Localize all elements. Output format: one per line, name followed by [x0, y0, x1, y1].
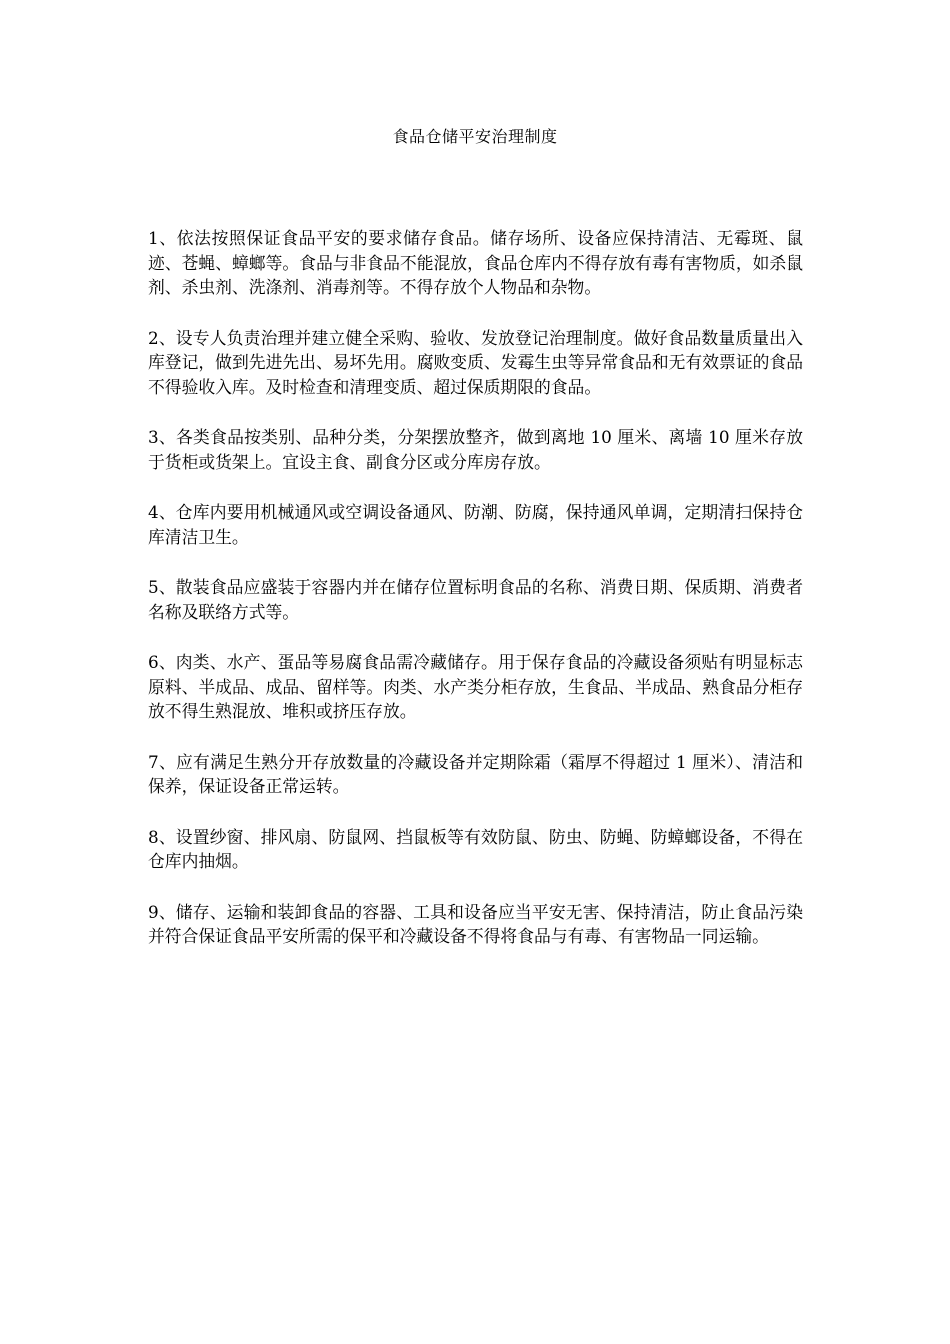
clause-6: 6、肉类、水产、蛋品等易腐食品需冷藏储存。用于保存食品的冷藏设备须贴有明显标志原料、半成品、成品、留样等。肉类、水产类分柜存放，生食品、半成品、熟食品分柜存放不得生熟混放、堆积或挤压存放。: [148, 652, 803, 721]
clause-7: 7、应有满足生熟分开存放数量的冷藏设备并定期除霜（霜厚不得超过 1 厘米）、清洁和保养，保证设备正常运转。: [148, 751, 803, 796]
document-body: [148, 226, 803, 975]
clause-2: 2、设专人负责治理并建立健全采购、验收、发放登记治理制度。做好食品数量质量出入库登记，做到先进先出、易坏先用。腐败变质、发霉生虫等异常食品和无有效票证的食品不得验收入库。及时检查和清理变质、超过保质期限的食品。: [148, 327, 803, 397]
clause-8: 8、设置纱窗、排风扇、防鼠网、挡鼠板等有效防鼠、防虫、防蝇、防蟑螂设备，不得在仓库内抽烟。: [148, 826, 803, 871]
document-title: 食品仓储平安治理制度: [392, 127, 558, 146]
clause-9: 9、储存、运输和装卸食品的容器、工具和设备应当平安无害、保持清洁，防止食品污染并符合保证食品平安所需的保平和冷藏设备不得将食品与有毒、有害物品一同运输。: [148, 901, 803, 946]
clause-5: 5、散装食品应盛装于容器内并在储存位置标明食品的名称、消费日期、保质期、消费者名称及联络方式等。: [148, 577, 803, 622]
clause-1: 1、依法按照保证食品平安的要求储存食品。储存场所、设备应保持清洁、无霉斑、鼠迹、苍蝇、蟑螂等。食品与非食品不能混放，食品仓库内不得存放有毒有害物质，如杀鼠剂、杀虫剂、洗涤剂、消毒剂等。不得存放个人物品和杂物。: [148, 228, 803, 297]
clause-4: 4、仓库内要用机械通风或空调设备通风、防潮、防腐，保持通风单调，定期清扫保持仓库清洁卫生。: [148, 502, 803, 547]
clause-3: 3、各类食品按类别、品种分类，分架摆放整齐，做到离地 10 厘米、离墙 10 厘米存放于货柜或货架上。宜设主食、副食分区或分库房存放。: [148, 427, 803, 472]
